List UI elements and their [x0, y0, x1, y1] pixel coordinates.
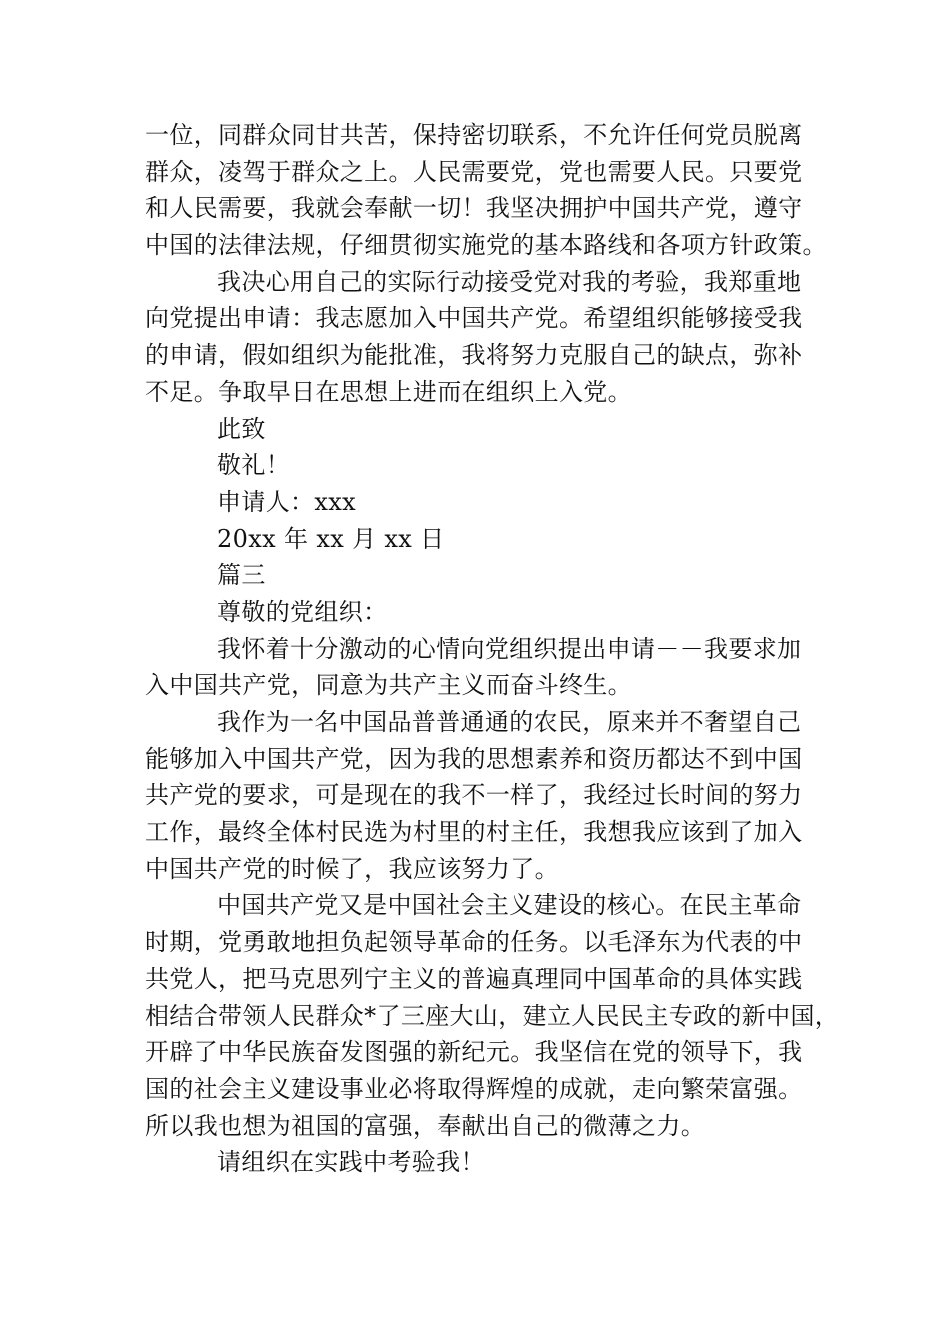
text-line: 和人民需要，我就会奉献一切！我坚决拥护中国共产党，遵守: [145, 194, 803, 223]
paragraph-first-line: 请组织在实践中考验我！: [217, 1148, 485, 1177]
paragraph-first-line: 我决心用自己的实际行动接受党对我的考验，我郑重地: [217, 267, 802, 296]
section-heading: 篇三: [217, 561, 266, 590]
paragraph-first-line: 我作为一名中国品普普通通的农民，原来并不奢望自己: [217, 708, 802, 736]
text-line: 向党提出申请：我志愿加入中国共产党。希望组织能够接受我: [145, 304, 803, 333]
letter-greeting: 尊敬的党组织：: [217, 597, 388, 626]
text-line: 相结合带领人民群众*了三座大山，建立人民民主专政的新中国，: [145, 1001, 840, 1030]
paragraph-first-line: 我怀着十分激动的心情向党组织提出申请－－我要求加: [217, 634, 802, 663]
text-line: 国的社会主义建设事业必将取得辉煌的成就，走向繁荣富强。: [145, 1074, 803, 1103]
text-line: 中国的法律法规，仔细贯彻实施党的基本路线和各项方针政策。: [145, 231, 827, 260]
closing-regards: 敬礼！: [217, 451, 291, 480]
text-line: 开辟了中华民族奋发图强的新纪元。我坚信在党的领导下，我: [145, 1038, 803, 1067]
paragraph-first-line: 中国共产党又是中国社会主义建设的核心。在民主革命: [217, 891, 802, 920]
text-line: 工作，最终全体村民选为村里的村主任，我想我应该到了加入: [145, 818, 803, 847]
text-line: 时期，党勇敢地担负起领导革命的任务。以毛泽东为代表的中: [145, 928, 803, 957]
text-line: 入中国共产党，同意为共产主义而奋斗终生。: [145, 671, 632, 700]
text-line: 能够加入中国共产党，因为我的思想素养和资历都达不到中国: [145, 744, 803, 773]
document-body: [145, 117, 840, 1181]
text-line: 中国共产党的时候了，我应该努力了。: [145, 854, 559, 883]
text-line: 一位，同群众同甘共苦，保持密切联系，不允许任何党员脱离: [145, 121, 803, 149]
letter-date: 20xx 年 xx 月 xx 日: [217, 524, 445, 553]
text-line: 的申请，假如组织为能批准，我将努力克服自己的缺点，弥补: [145, 341, 803, 370]
text-line: 不足。争取早日在思想上进而在组织上入党。: [145, 377, 632, 406]
text-line: 共党人，把马克思列宁主义的普遍真理同中国革命的具体实践: [145, 964, 803, 993]
closing-salutation: 此致: [217, 414, 266, 443]
text-line: 所以我也想为祖国的富强，奉献出自己的微薄之力。: [145, 1111, 706, 1140]
text-line: 群众，凌驾于群众之上。人民需要党，党也需要人民。只要党: [145, 157, 803, 186]
applicant-signature: 申请人：xxx: [217, 487, 357, 516]
text-line: 共产党的要求，可是现在的我不一样了，我经过长时间的努力: [145, 781, 803, 810]
